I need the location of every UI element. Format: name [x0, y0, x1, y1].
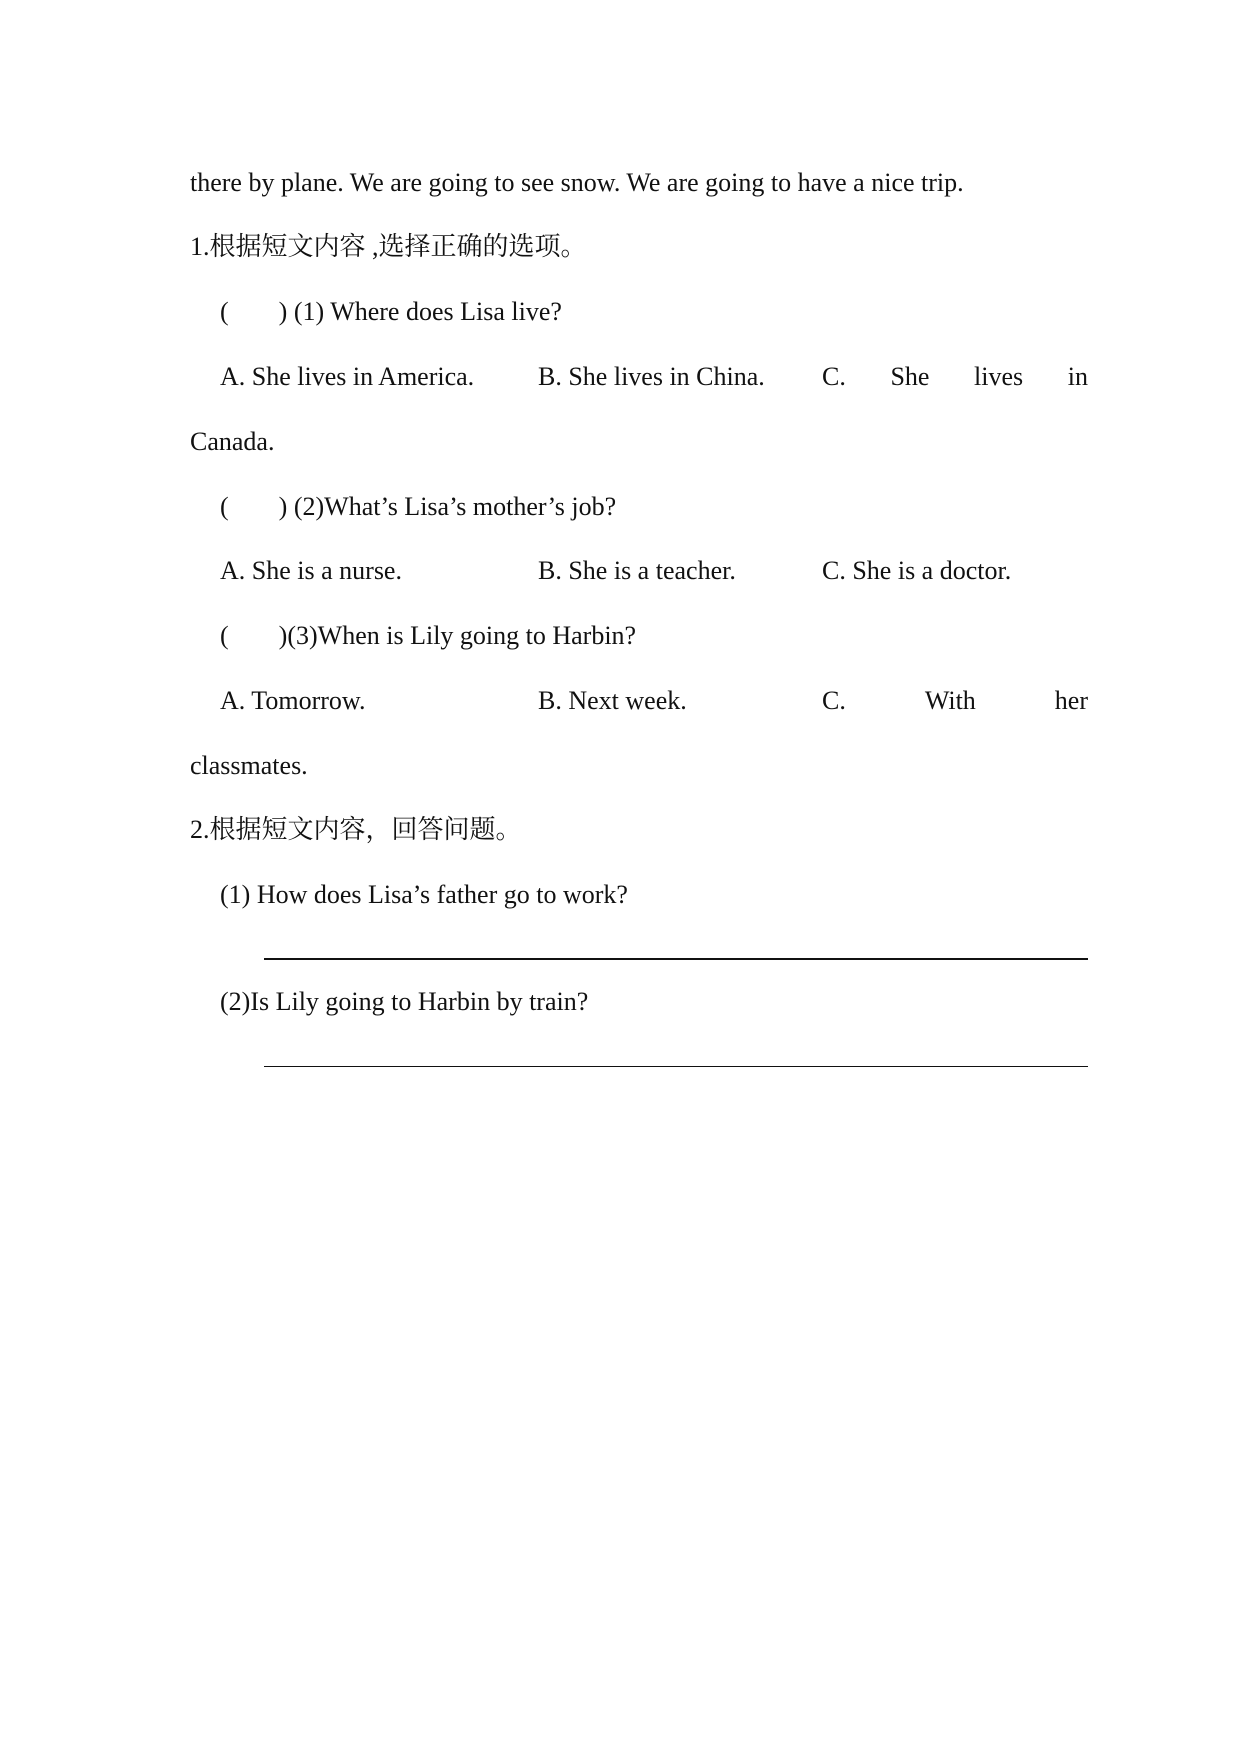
q1-option-c-wrap: Canada. [190, 427, 275, 456]
answer-paren-close: ) [278, 492, 288, 521]
q1-option-a: A. She lives in America. [220, 362, 475, 391]
q2-option-c: C. She is a doctor. [822, 556, 1012, 585]
question-text: (3)When is Lily going to Harbin? [287, 621, 637, 650]
passage-tail: there by plane. We are going to see snow. We are going to have a nice trip. [190, 168, 964, 197]
q3-option-c-part: C. [822, 686, 846, 715]
q3-option-c-wrap: classmates. [190, 751, 308, 780]
question-text: (1) Where does Lisa live? [293, 297, 562, 326]
q2-option-a: A. She is a nurse. [220, 556, 402, 585]
q1-option-c-part: She [890, 362, 930, 391]
q1-option-c-part: lives [974, 362, 1024, 391]
q1-option-c-part: C. [822, 362, 846, 391]
q2-option-b: B. She is a teacher. [538, 556, 736, 585]
question-text: (2)What’s Lisa’s mother’s job? [293, 492, 617, 521]
answer-paren-open: ( [220, 492, 229, 521]
section2-heading: 2.根据短文内容，回答问题。 [190, 815, 522, 844]
question-2 [220, 492, 616, 522]
answer-paren-open: ( [220, 621, 229, 650]
q3-option-b: B. Next week. [538, 686, 687, 715]
q3-option-c [822, 686, 1088, 716]
question-1 [220, 297, 562, 327]
answer-paren-open: ( [220, 297, 229, 326]
answer-paren-close: ) [278, 621, 288, 650]
short-answer-question-1: (1) How does Lisa’s father go to work? [220, 880, 628, 909]
q1-option-c [822, 362, 1088, 392]
question-3 [220, 621, 636, 651]
answer-paren-close: ) [278, 297, 288, 326]
section1-heading: 1.根据短文内容 ,选择正确的选项。 [190, 232, 587, 261]
q3-option-a: A. Tomorrow. [220, 686, 366, 715]
q3-option-c-part: With [924, 686, 976, 715]
short-answer-question-2: (2)Is Lily going to Harbin by train? [220, 987, 589, 1016]
answer-line-1[interactable] [264, 958, 1088, 960]
q1-option-b: B. She lives in China. [538, 362, 765, 391]
answer-line-2[interactable] [264, 1066, 1088, 1067]
q1-option-c-part: in [1067, 362, 1088, 391]
q3-option-c-part: her [1054, 686, 1088, 715]
